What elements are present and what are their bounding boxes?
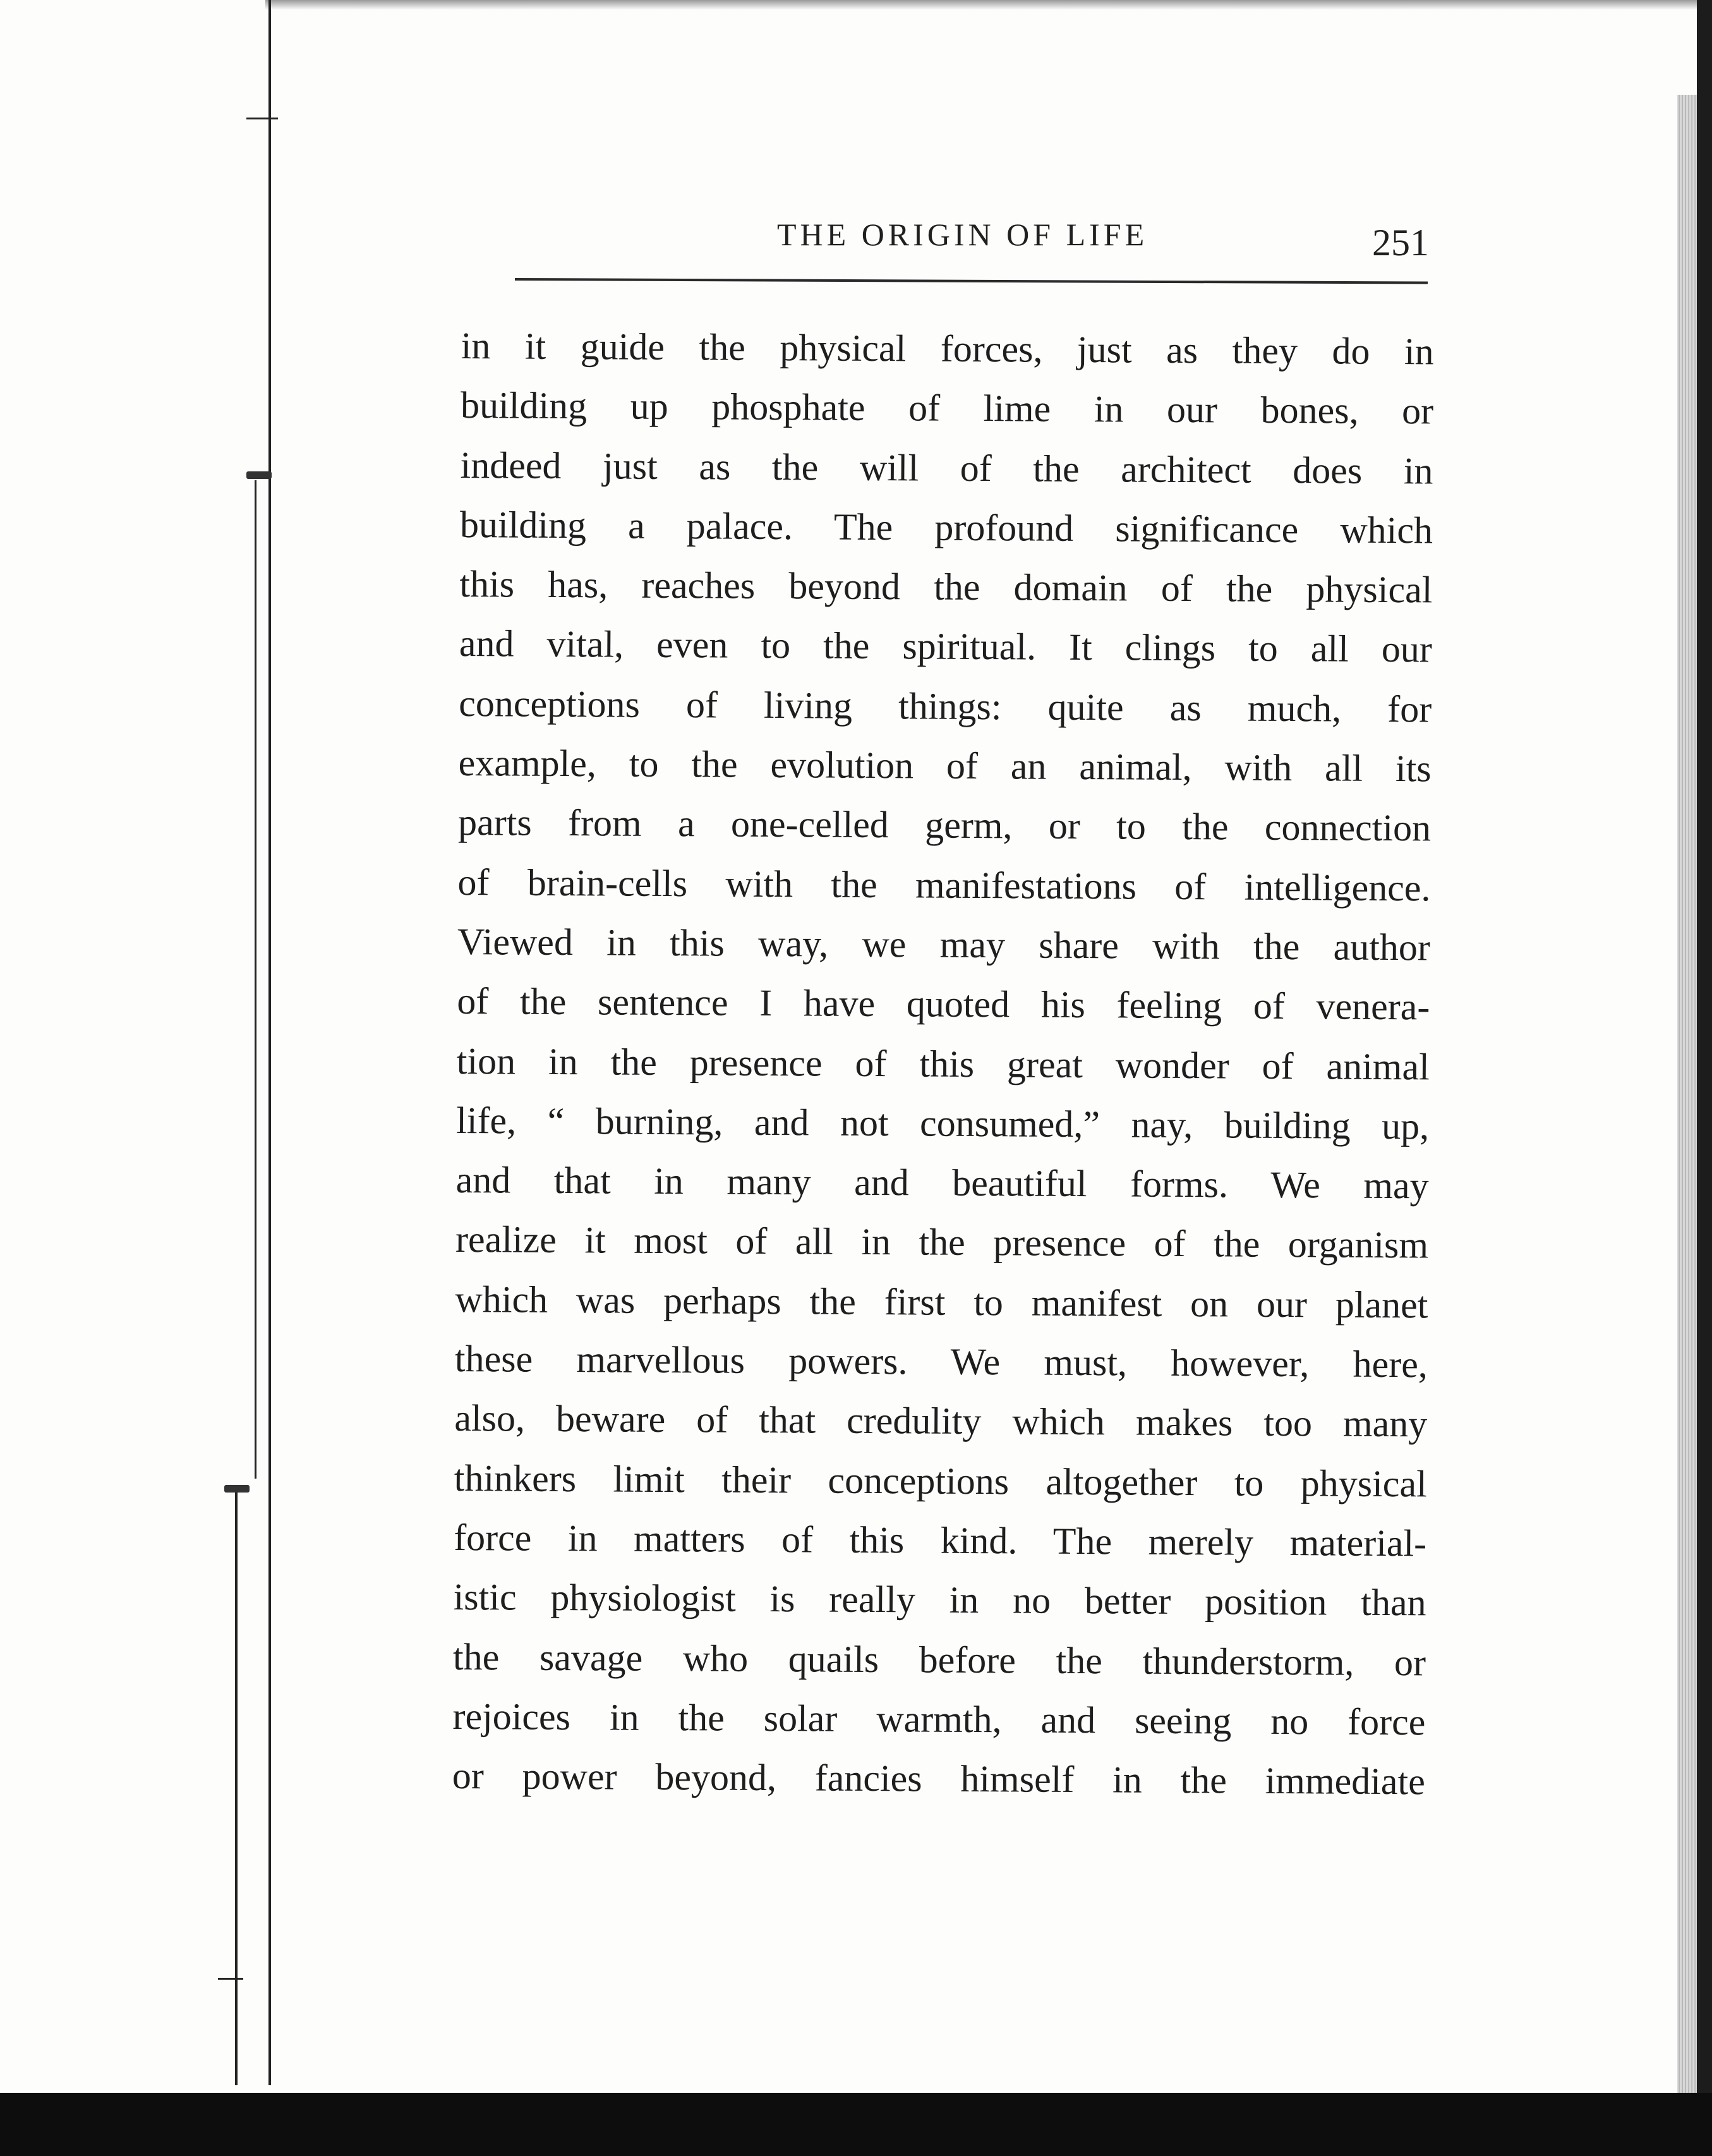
text-line: realize it most of all in the presence of the organism — [455, 1218, 1429, 1266]
text-line: Viewed in this way, we may share with the author — [457, 920, 1431, 969]
text-line: of the sentence I have quoted his feeling of venera- — [457, 980, 1430, 1028]
text-line: force in matters of this kind. The merely material- — [453, 1516, 1427, 1565]
binding-tick-top — [246, 118, 278, 119]
text-line: life, “ burning, and not consumed,” nay, building up, — [456, 1099, 1430, 1148]
text-line: thinkers limit their conceptions altogether to physical — [454, 1457, 1427, 1505]
text-line: parts from a one-celled germ, or to the connection — [457, 801, 1432, 849]
text-line: and that in many and beautiful forms. We may — [455, 1159, 1429, 1207]
text-line: in it guide the physical forces, just as they do in — [461, 324, 1434, 373]
spine-line-inner-lower — [235, 1485, 238, 2085]
text-line: example, to the evolution of an animal, with all its — [458, 742, 1432, 790]
text-line: istic physiologist is really in no better position than — [453, 1576, 1426, 1624]
spine-line-inner-upper — [255, 480, 256, 1479]
scan-right-border — [1697, 0, 1712, 2156]
binding-mark-top — [246, 471, 272, 479]
spine-line-outer — [268, 0, 271, 2085]
text-line: the savage who quails before the thunderstorm, or — [452, 1635, 1426, 1683]
text-line: or power beyond, fancies himself in the immediate — [452, 1755, 1426, 1803]
text-line: conceptions of living things: quite as much, for — [459, 682, 1432, 730]
text-line: building a palace. The profound significance which — [459, 503, 1433, 552]
text-line: these marvellous powers. We must, however, here, — [454, 1338, 1428, 1386]
body-text — [452, 316, 1434, 1812]
text-line: tion in the presence of this great wonder of animal — [456, 1039, 1430, 1087]
text-line: which was perhaps the first to manifest on our planet — [455, 1278, 1428, 1326]
page-number: 251 — [1372, 222, 1429, 263]
binding-mark-bottom — [224, 1485, 250, 1493]
page-stack-edge — [1677, 95, 1697, 2104]
scan-top-shadow — [265, 0, 1712, 10]
running-header-title: THE ORIGIN OF LIFE — [777, 217, 1148, 252]
binding-tick-bottom — [218, 1978, 243, 1980]
scan-bottom-border — [0, 2093, 1712, 2156]
text-line: also, beware of that credulity which makes too many — [454, 1397, 1428, 1445]
text-line: rejoices in the solar warmth, and seeing no force — [452, 1695, 1426, 1743]
text-line: this has, reaches beyond the domain of the physical — [459, 563, 1433, 611]
text-line: building up phosphate of lime in our bones, or — [460, 384, 1434, 432]
header-rule — [515, 278, 1428, 284]
text-line: of brain-cells with the manifestations of intelligence. — [457, 861, 1431, 909]
text-line: and vital, even to the spiritual. It clings to all our — [459, 622, 1433, 670]
text-line: indeed just as the will of the architect does in — [460, 444, 1433, 492]
